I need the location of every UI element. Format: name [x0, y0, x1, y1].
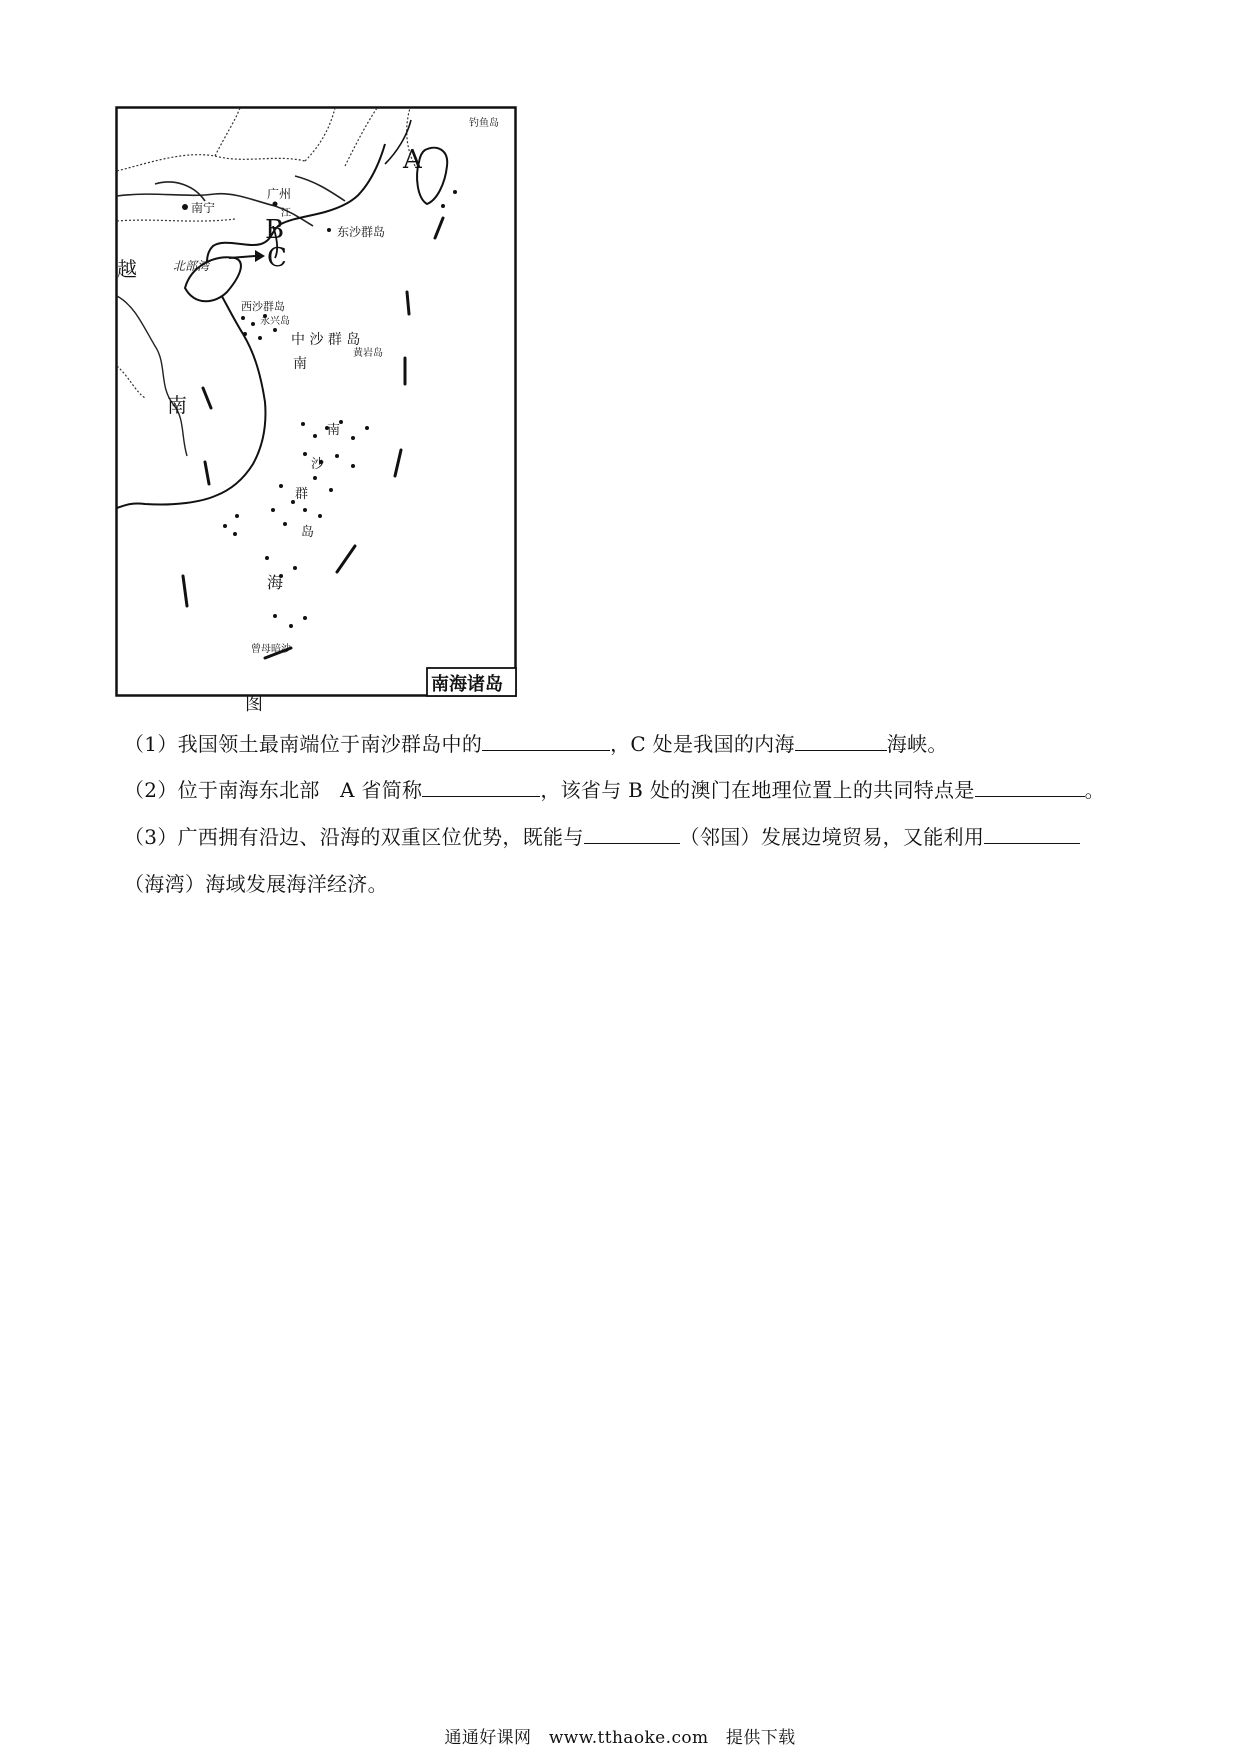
question-2-label: （2）: [124, 778, 178, 802]
label-fig-caption: 图: [245, 694, 263, 715]
label-a: A: [403, 145, 422, 175]
label-nan-sea: 南: [293, 356, 307, 372]
question-3-label: （3）: [124, 825, 178, 849]
label-guangzhou: 广州: [267, 187, 292, 201]
question-3-continuation: [124, 870, 388, 898]
label-yue: 越: [117, 257, 137, 281]
question-1-label: （1）: [124, 732, 178, 756]
question-3: [124, 823, 1080, 851]
answer-blank-2a[interactable]: [422, 778, 540, 797]
label-c: C: [267, 243, 287, 273]
answer-blank-2b[interactable]: [975, 778, 1085, 797]
answer-blank-1b[interactable]: [795, 732, 887, 751]
label-yongxing: 永兴岛: [260, 316, 290, 327]
answer-blank-1a[interactable]: [482, 732, 610, 751]
label-zengmu: 曾母暗沙: [251, 644, 291, 655]
question-2-text-c: 。: [1084, 778, 1105, 802]
label-jiang: 江: [281, 208, 291, 219]
label-nansha-2: 沙: [311, 457, 325, 472]
question-1-text-c: 海峡。: [886, 732, 948, 756]
label-diaoyu: 钓鱼岛: [469, 118, 499, 129]
inset-title: 南海诸岛: [431, 674, 503, 695]
page-footer: 通通好课网 www.tthaoke.com 提供下载: [444, 1728, 796, 1748]
south-china-sea-map: [115, 106, 519, 715]
question-2-text-a: 位于南海东北部 A 省简称: [177, 778, 423, 802]
answer-blank-3b[interactable]: [984, 825, 1080, 844]
question-3-text-cont: （海湾）海域发展海洋经济。: [124, 872, 388, 896]
label-hai: 海: [267, 573, 284, 592]
label-nanning: 南宁: [191, 201, 216, 215]
question-2: [124, 776, 1105, 804]
label-nansha-1: 南: [327, 423, 341, 438]
question-3-text-a: 广西拥有沿边、沿海的双重区位优势，既能与: [177, 825, 584, 849]
label-xisha: 西沙群岛: [241, 300, 285, 313]
label-b: B: [265, 215, 285, 245]
label-nansha-4: 岛: [301, 525, 315, 540]
question-1: [124, 730, 948, 758]
label-nan-vietnam: 南: [167, 393, 187, 417]
label-beibuwan: 北部湾: [173, 259, 210, 273]
label-huangyan: 黄岩岛: [353, 348, 383, 359]
question-2-text-b: ，该省与 B 处的澳门在地理位置上的共同特点是: [540, 778, 975, 802]
question-3-text-b: （邻国）发展边境贸易，又能利用: [679, 825, 985, 849]
label-nansha-3: 群: [295, 487, 309, 502]
answer-blank-3a[interactable]: [584, 825, 680, 844]
question-1-text-a: 我国领土最南端位于南沙群岛中的: [177, 732, 483, 756]
label-zhongsha: 中 沙 群 岛: [291, 332, 361, 348]
label-dongsha: 东沙群岛: [337, 225, 386, 239]
question-1-text-b: ，C 处是我国的内海: [610, 732, 795, 756]
